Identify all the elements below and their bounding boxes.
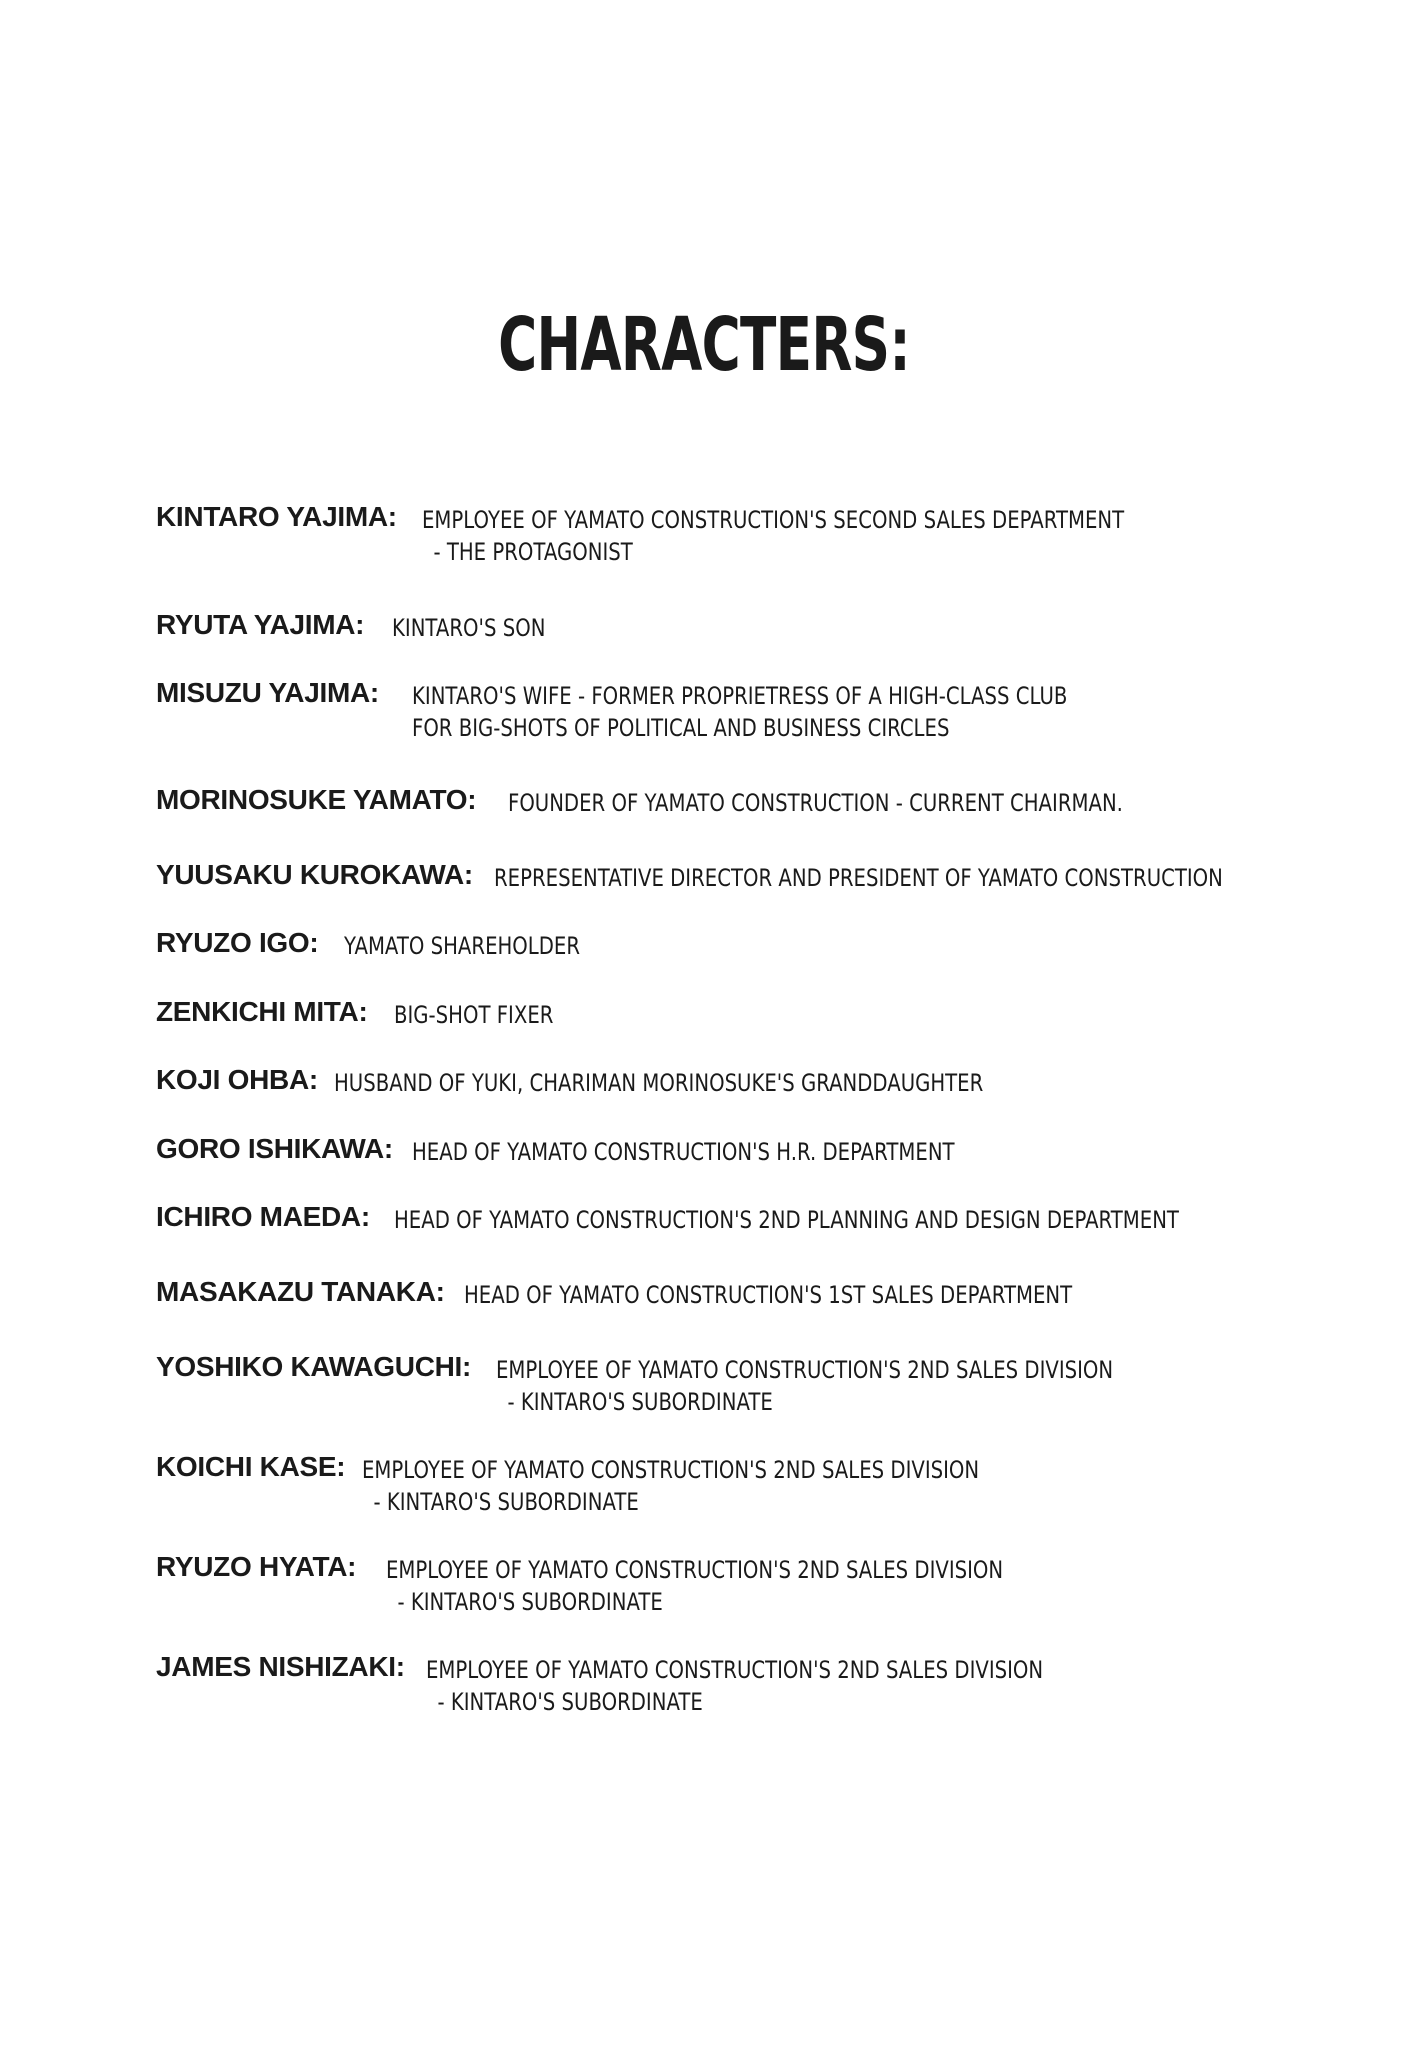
character-description bbox=[422, 504, 1124, 568]
description-line: HEAD OF YAMATO CONSTRUCTION'S 2ND PLANNING AND DESIGN DEPARTMENT bbox=[394, 1206, 1179, 1234]
description-line: - KINTARO'S SUBORDINATE bbox=[397, 1588, 663, 1616]
character-name: ZENKICHI MITA: bbox=[156, 996, 368, 1027]
character-name: MISUZU YAJIMA: bbox=[156, 677, 379, 708]
character-description bbox=[508, 787, 1123, 819]
character-description bbox=[392, 612, 545, 644]
page-title: CHARACTERS: bbox=[498, 302, 910, 388]
character-description bbox=[426, 1654, 1043, 1718]
description-line: FOR BIG-SHOTS OF POLITICAL AND BUSINESS CIRCLES bbox=[412, 714, 950, 742]
description-line: HEAD OF YAMATO CONSTRUCTION'S H.R. DEPARTMENT bbox=[412, 1138, 955, 1166]
character-name: RYUZO HYATA: bbox=[156, 1551, 357, 1582]
character-name: GORO ISHIKAWA: bbox=[156, 1133, 393, 1164]
character-description bbox=[394, 1204, 1179, 1236]
character-name: YOSHIKO KAWAGUCHI: bbox=[156, 1351, 472, 1382]
character-description bbox=[496, 1354, 1113, 1418]
description-line: REPRESENTATIVE DIRECTOR AND PRESIDENT OF YAMATO CONSTRUCTION bbox=[494, 864, 1223, 892]
description-line: EMPLOYEE OF YAMATO CONSTRUCTION'S SECOND SALES DEPARTMENT bbox=[422, 506, 1125, 534]
character-description bbox=[386, 1554, 1003, 1618]
description-line: FOUNDER OF YAMATO CONSTRUCTION - CURRENT CHAIRMAN. bbox=[508, 789, 1123, 817]
character-name: KOJI OHBA: bbox=[156, 1064, 318, 1095]
character-description bbox=[334, 1067, 983, 1099]
character-name: ICHIRO MAEDA: bbox=[156, 1201, 370, 1232]
description-line: KINTARO'S SON bbox=[392, 614, 546, 642]
description-line: - KINTARO'S SUBORDINATE bbox=[437, 1688, 703, 1716]
character-description bbox=[412, 1136, 955, 1168]
character-name: KOICHI KASE: bbox=[156, 1451, 346, 1482]
description-line: HEAD OF YAMATO CONSTRUCTION'S 1ST SALES DEPARTMENT bbox=[464, 1281, 1073, 1309]
description-line: EMPLOYEE OF YAMATO CONSTRUCTION'S 2ND SALES DIVISION bbox=[362, 1456, 980, 1484]
character-name: RYUZO IGO: bbox=[156, 927, 319, 958]
character-description bbox=[362, 1454, 979, 1518]
description-line: EMPLOYEE OF YAMATO CONSTRUCTION'S 2ND SALES DIVISION bbox=[426, 1656, 1044, 1684]
character-description bbox=[412, 680, 1067, 744]
character-name: RYUTA YAJIMA: bbox=[156, 609, 365, 640]
description-line: BIG-SHOT FIXER bbox=[394, 1001, 554, 1029]
character-description bbox=[464, 1279, 1072, 1311]
character-name: KINTARO YAJIMA: bbox=[156, 501, 397, 532]
character-name: YUUSAKU KUROKAWA: bbox=[156, 859, 473, 890]
description-line: - KINTARO'S SUBORDINATE bbox=[373, 1488, 639, 1516]
description-line: HUSBAND OF YUKI, CHARIMAN MORINOSUKE'S GRANDDAUGHTER bbox=[334, 1069, 984, 1097]
character-description bbox=[494, 862, 1223, 894]
description-line: YAMATO SHAREHOLDER bbox=[344, 932, 581, 960]
description-line: - THE PROTAGONIST bbox=[433, 538, 633, 566]
character-name: JAMES NISHIZAKI: bbox=[156, 1651, 405, 1682]
description-line: EMPLOYEE OF YAMATO CONSTRUCTION'S 2ND SALES DIVISION bbox=[496, 1356, 1114, 1384]
character-name: MASAKAZU TANAKA: bbox=[156, 1276, 445, 1307]
character-description bbox=[344, 930, 580, 962]
character-description bbox=[394, 999, 553, 1031]
description-line: KINTARO'S WIFE - FORMER PROPRIETRESS OF A HIGH-CLASS CLUB bbox=[412, 682, 1068, 710]
description-line: EMPLOYEE OF YAMATO CONSTRUCTION'S 2ND SALES DIVISION bbox=[386, 1556, 1004, 1584]
character-name: MORINOSUKE YAMATO: bbox=[156, 784, 477, 815]
description-line: - KINTARO'S SUBORDINATE bbox=[507, 1388, 773, 1416]
